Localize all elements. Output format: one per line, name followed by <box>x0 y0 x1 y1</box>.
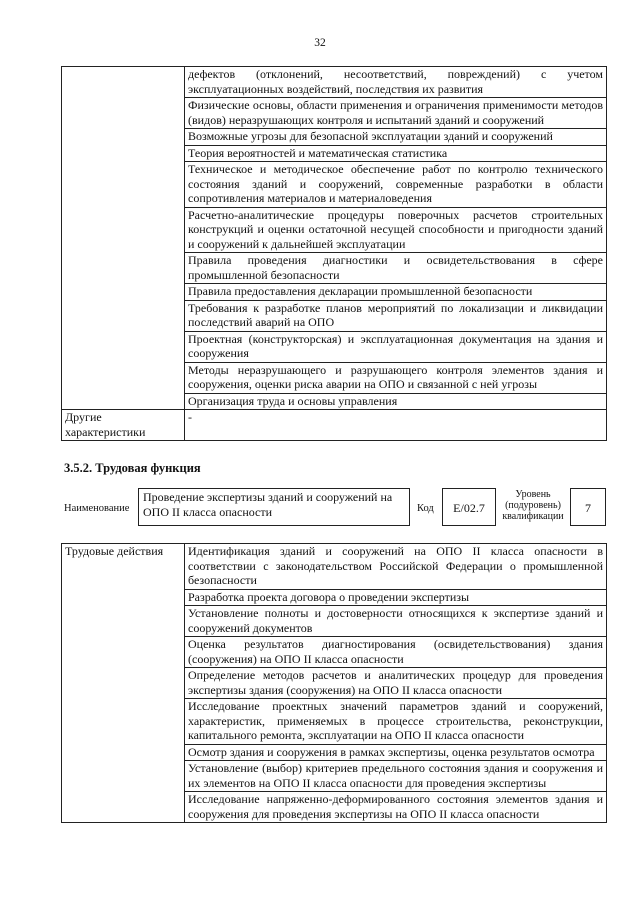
table-left-cell <box>62 67 185 410</box>
table-cell: Установление (выбор) критериев предельного состояния здания и сооружения и их элементов на ОПО II класса опасности для проведения экспертизы <box>185 761 607 792</box>
other-characteristics-value: - <box>185 410 607 441</box>
table-cell: Правила предоставления декларации промышленной безопасности <box>185 284 607 301</box>
table-cell: Разработка проекта договора о проведении экспертизы <box>185 589 607 606</box>
table-cell: Техническое и методическое обеспечение работ по контролю технического состояния зданий и сооружений, современные разработки в области сопротивления материалов и материаловедения <box>185 162 607 208</box>
table-cell: Исследование напряженно-деформированного состояния элементов здания и сооружения для проведения экспертизы на ОПО II класса опасности <box>185 792 607 823</box>
table-cell: Определение методов расчетов и аналитических процедур для проведения экспертизы здания (сооружения) на ОПО II класса опасности <box>185 668 607 699</box>
table-row <box>62 67 607 98</box>
table-cell: Установление полноты и достоверности относящихся к экспертизе зданий и сооружений документов <box>185 606 607 637</box>
table-row <box>62 410 607 441</box>
table-cell: Исследование проектных значений параметров зданий и сооружений, характеристик, применяемых в процессе строительства, реконструкции, капитального ремонта, эксплуатации на ОПО II класса опасности <box>185 699 607 745</box>
knowledge-table <box>61 66 607 441</box>
table-cell: Идентификация зданий и сооружений на ОПО II класса опасности в соответствии с законодательством Российской Федерации о промышленной безопасности <box>185 544 607 590</box>
level-value: 7 <box>570 488 606 526</box>
table-cell: Расчетно-аналитические процедуры поверочных расчетов строительных конструкций и оценки остаточной несущей способности и пригодности зданий и сооружений к дальнейшей эксплуатации <box>185 207 607 253</box>
table-cell: Физические основы, области применения и ограничения применимости методов (видов) неразрушающих контроля и испытаний зданий и сооружений <box>185 98 607 129</box>
table-cell: Оценка результатов диагностирования (освидетельствования) здания (сооружения) на ОПО II класса опасности <box>185 637 607 668</box>
level-label: Уровень (подуровень) квалификации <box>502 489 564 522</box>
table-cell: Возможные угрозы для безопасной эксплуатации зданий и сооружений <box>185 129 607 146</box>
name-label: Наименование <box>64 503 130 514</box>
labor-actions-table <box>61 543 607 823</box>
table-cell: Проектная (конструкторская) и эксплуатационная документация на здания и сооружения <box>185 331 607 362</box>
table-cell: Осмотр здания и сооружения в рамках экспертизы, оценка результатов осмотра <box>185 744 607 761</box>
table-cell: Методы неразрушающего и разрушающего контроля элементов здания и сооружения, оценки риска аварии на ОПО и связанной с ней угрозы <box>185 362 607 393</box>
table-cell: дефектов (отклонений, несоответствий, повреждений) с учетом эксплуатационных воздействий, последствия их развития <box>185 67 607 98</box>
name-value: Проведение экспертизы зданий и сооружений на ОПО II класса опасности <box>138 488 410 526</box>
section-heading: 3.5.2. Трудовая функция <box>64 461 201 475</box>
code-value: E/02.7 <box>442 488 496 526</box>
table-cell: Теория вероятностей и математическая статистика <box>185 145 607 162</box>
table-cell: Правила проведения диагностики и освидетельствования в сфере промышленной безопасности <box>185 253 607 284</box>
table-cell: Организация труда и основы управления <box>185 393 607 410</box>
page-number: 32 <box>314 37 326 49</box>
table-cell: Требования к разработке планов мероприятий по локализации и ликвидации последствий аварий на ОПО <box>185 300 607 331</box>
code-label: Код <box>417 503 434 514</box>
table-row <box>62 544 607 590</box>
other-characteristics-label: Другие характеристики <box>62 410 185 441</box>
labor-actions-label: Трудовые действия <box>62 544 185 823</box>
